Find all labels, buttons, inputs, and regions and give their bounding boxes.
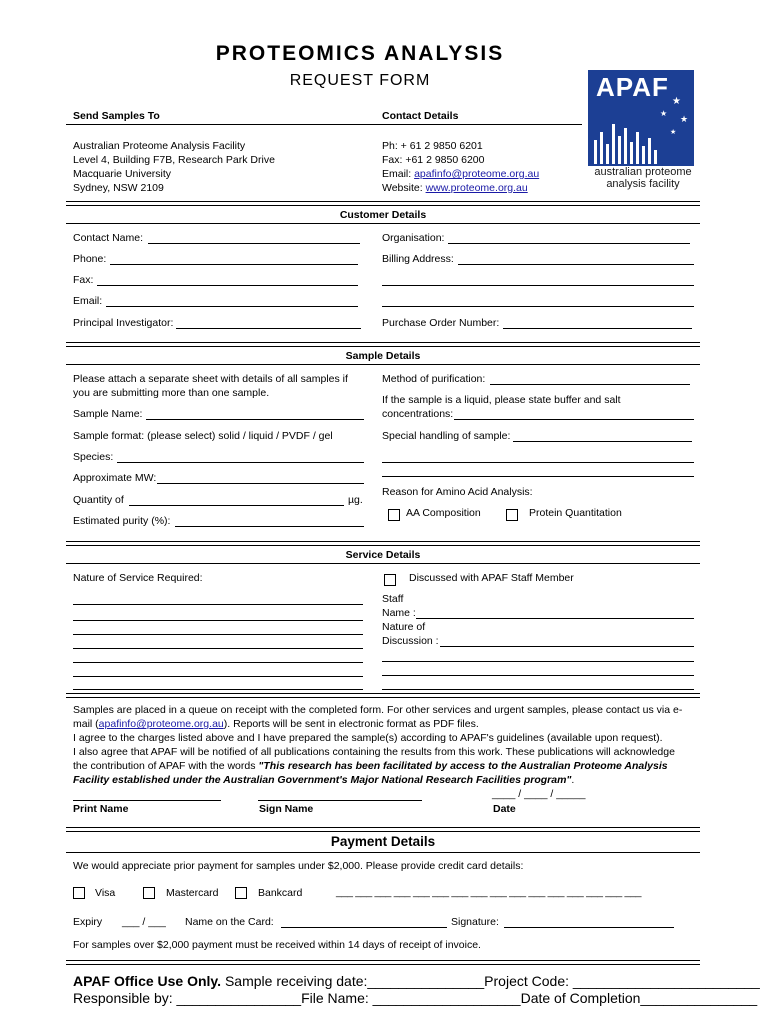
purification-label: Method of purification: [382,373,486,385]
phone-field[interactable] [110,264,358,265]
name-on-card-field[interactable] [281,927,447,928]
sample-details-heading: Sample Details [345,350,421,362]
pi-label: Principal Investigator: [73,317,174,329]
email-label: Email: [73,295,103,307]
section-divider [66,342,700,347]
nature-service-field-2[interactable] [73,620,363,621]
office-use-label: APAF Office Use Only. [73,973,222,989]
purification-field[interactable] [490,384,690,385]
address-line-4: Sydney, NSW 2109 [73,182,164,194]
mastercard-checkbox[interactable] [143,887,155,899]
terms-ack-quote-2: Facility established under the Australian Government's Major National Research Facilities program" [73,774,572,786]
billing-address-field-2[interactable] [382,285,694,286]
mastercard-label: Mastercard [166,887,219,899]
section-rule [66,563,700,564]
liquid-note-1: If the sample is a liquid, please state buffer and salt [382,394,621,406]
bankcard-checkbox[interactable] [235,887,247,899]
discussion-label: Discussion : [382,635,439,647]
apaf-logo [586,68,702,204]
approx-mw-label: Approximate MW: [73,472,157,484]
sample-format-label: Sample format: (please select) solid / liquid / PVDF / gel [73,430,333,442]
email-field[interactable] [106,306,358,307]
contact-name-field[interactable] [148,243,360,244]
terms-ack-end: . [571,774,575,786]
logo-caption-line2: analysis facility [606,178,680,190]
discussion-field-4[interactable] [382,689,694,690]
sign-name-label: Sign Name [259,803,314,815]
signature-field[interactable] [504,927,674,928]
billing-address-field[interactable] [458,264,694,265]
form-title: PROTEOMICS ANALYSIS [215,42,505,65]
fax-label: Fax: [73,274,94,286]
expiry-label: Expiry [73,916,103,928]
terms-mail-pre: mail ( [73,718,99,730]
handling-label: Special handling of sample: [382,430,511,442]
pi-field[interactable] [176,328,361,329]
bankcard-label: Bankcard [258,887,303,899]
aa-composition-checkbox[interactable] [388,509,400,521]
nature-of-label: Nature of [382,621,426,633]
office-use-line-1 [73,973,760,989]
species-field[interactable] [117,462,364,463]
billing-address-field-3[interactable] [382,306,694,307]
svg-text:★: ★ [680,115,689,125]
card-number-field[interactable]: ___ ___ ___ ___ ___ ___ ___ ___ ___ ___ ___ ___ ___ ___ ___ ___ [336,886,642,898]
section-divider [66,827,700,832]
discussed-label: Discussed with APAF Staff Member [409,572,574,584]
discussion-field-3[interactable] [382,675,694,676]
section-divider [66,541,700,546]
terms-line-2 [73,717,693,731]
contact-website-link[interactable]: www.proteome.org.au [425,182,528,194]
visa-checkbox[interactable] [73,887,85,899]
address-line-2: Level 4, Building F7B, Research Park Drive [73,154,275,166]
contact-details-heading: Contact Details [382,110,459,122]
contact-website-label: Website: [382,182,426,194]
quantity-field[interactable] [129,505,344,506]
purity-label: Estimated purity (%): [73,515,171,527]
attach-note-2: you are submitting more than one sample. [73,387,270,399]
staff-name-label: Name : [382,607,416,619]
phone-label: Phone: [73,253,107,265]
payment-details-heading: Payment Details [330,834,436,849]
terms-ack-quote-1: "This research has been facilitated by access to the Australian Proteome Analysis [258,760,668,772]
svg-text:★: ★ [660,109,668,118]
print-name-label: Print Name [73,803,129,815]
sign-name-field[interactable] [258,800,422,801]
customer-details-heading: Customer Details [339,209,427,221]
svg-text:★: ★ [670,128,677,136]
expiry-field[interactable]: ___ / ___ [122,916,166,928]
protein-quantitation-label: Protein Quantitation [529,507,622,519]
section-rule [66,223,700,224]
sample-name-field[interactable] [146,419,364,420]
nature-service-field-4[interactable] [73,648,363,649]
nature-service-field-7[interactable] [73,689,363,690]
amino-acid-reason-label: Reason for Amino Acid Analysis: [382,486,533,498]
payment-over-note: For samples over $2,000 payment must be received within 14 days of receipt of invoice. [73,939,481,951]
visa-label: Visa [95,887,116,899]
organisation-label: Organisation: [382,232,445,244]
sample-name-label: Sample Name: [73,408,143,420]
section-rule [66,852,700,853]
organisation-field[interactable] [448,243,690,244]
handling-field[interactable] [513,441,692,442]
po-label: Purchase Order Number: [382,317,500,329]
address-line-1: Australian Proteome Analysis Facility [73,140,246,152]
terms-line-6 [73,773,693,787]
section-divider [66,201,700,206]
name-on-card-label: Name on the Card: [185,916,274,928]
protein-quantitation-checkbox[interactable] [506,509,518,521]
nature-service-field-1[interactable] [73,604,363,605]
signature-label: Signature: [451,916,499,928]
liquid-note-2: concentrations: [382,408,454,420]
approx-mw-field[interactable] [157,483,364,484]
logo-text: APAF [596,72,669,102]
nature-service-field-3[interactable] [73,634,363,635]
nature-service-label: Nature of Service Required: [73,572,203,584]
fax-field[interactable] [97,285,358,286]
buffer-field[interactable] [454,419,694,420]
contact-email-row [382,168,539,180]
terms-line-1: Samples are placed in a queue on receipt with the completed form. For other services and urgent samples, please contact us via e- [73,704,683,716]
date-label: Date [493,803,516,815]
payment-intro: We would appreciate prior payment for samples under $2,000. Please provide credit card details: [73,860,524,872]
staff-label: Staff [382,593,404,605]
contact-name-label: Contact Name: [73,232,144,244]
address-line-3: Macquarie University [73,168,172,180]
terms-line-4: I also agree that APAF will be notified of all publications containing the results from this work. These publications will acknowledge [73,746,675,758]
date-field[interactable]: ____ / ____ / _____ [492,788,586,800]
logo-caption-line1: australian proteome [594,166,692,178]
po-field[interactable] [503,328,692,329]
discussion-field-2[interactable] [382,661,694,662]
contact-email-label: Email: [382,168,415,180]
office-use-line-2: Responsible by: ________________File Name: ___________________Date of Completion_______________ [73,990,758,1006]
discussed-checkbox[interactable] [384,574,396,586]
attach-note-1: Please attach a separate sheet with details of all samples if [73,373,348,385]
quantity-label: Quantity of [73,494,124,506]
svg-text:★: ★ [672,96,681,107]
terms-ack-pre: the contribution of APAF with the words [73,760,259,772]
contact-email-link[interactable]: apafinfo@proteome.org.au [414,168,540,180]
section-rule [66,364,700,365]
species-label: Species: [73,451,114,463]
terms-mail-post: ). Reports will be sent in electronic format as PDF files. [223,718,479,730]
contact-phone: Ph: + 61 2 9850 6201 [382,140,483,152]
nature-service-field-6[interactable] [73,676,363,677]
send-samples-heading: Send Samples To [73,110,160,122]
handling-field-2[interactable] [382,462,694,463]
handling-field-3[interactable] [382,476,694,477]
office-use-receiving: Sample receiving date:_______________Project Code: ________________________ [221,973,760,989]
terms-line-5 [73,759,693,773]
purity-field[interactable] [175,526,364,527]
terms-text [73,703,693,787]
aa-composition-label: AA Composition [406,507,481,519]
header-rule [66,124,582,125]
contact-website-row [382,182,528,194]
print-name-field[interactable] [73,800,221,801]
discussion-field[interactable] [440,646,694,647]
service-details-heading: Service Details [345,549,421,561]
terms-email-link[interactable]: apafinfo@proteome.org.au [98,718,224,730]
billing-address-label: Billing Address: [382,253,454,265]
terms-line-3: I agree to the charges listed above and I have prepared the sample(s) according to APAF's guidelines (available upon request). [73,732,663,744]
quantity-unit: µg. [348,494,363,506]
section-divider [66,693,700,698]
contact-fax: Fax: +61 2 9850 6200 [382,154,485,166]
nature-service-field-5[interactable] [73,662,363,663]
section-divider [66,960,700,965]
staff-name-field[interactable] [416,618,694,619]
form-subtitle: REQUEST FORM [289,72,431,89]
